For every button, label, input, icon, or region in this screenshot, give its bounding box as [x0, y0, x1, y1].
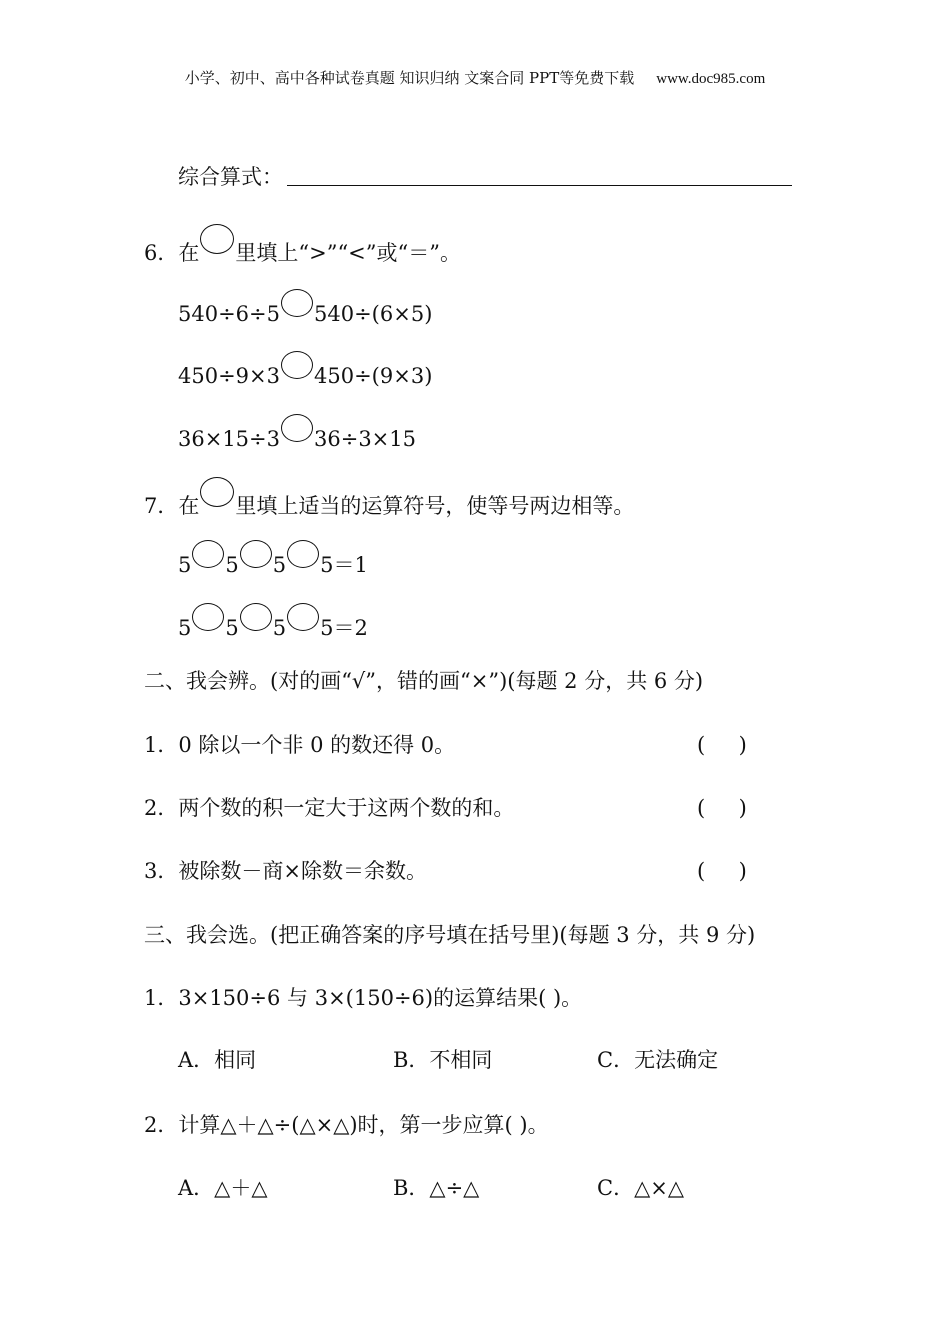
formula-answer-blank[interactable] [287, 165, 792, 186]
answer-circle[interactable] [192, 603, 224, 631]
answer-circle[interactable] [192, 540, 224, 568]
option-b[interactable]: B．不相同 [393, 1048, 493, 1072]
choice-question: 2．计算△＋△÷(△×△)时，第一步应算( )。 [144, 1113, 549, 1137]
question-6-prompt: 6．在 里填上“>”“<”或“＝”。 [144, 224, 461, 266]
judge-item: 3．被除数－商×除数＝余数。 [144, 859, 427, 883]
formula-label: 综合算式： [178, 165, 283, 189]
option-c[interactable]: C．△×△ [597, 1176, 684, 1200]
header-site: www.doc985.com [656, 71, 766, 87]
answer-circle[interactable] [281, 414, 313, 442]
answer-circle[interactable] [240, 603, 272, 631]
compare-row: 36×15÷3 36÷3×15 [178, 414, 416, 452]
answer-circle[interactable] [287, 540, 319, 568]
answer-circle[interactable] [240, 540, 272, 568]
compare-row: 540÷6÷5 540÷(6×5) [178, 289, 432, 327]
answer-parentheses[interactable]: ( ) [697, 733, 747, 757]
circle-icon [200, 477, 234, 507]
answer-circle[interactable] [287, 603, 319, 631]
choice-question: 1．3×150÷6 与 3×(150÷6)的运算结果( )。 [144, 986, 583, 1010]
section-3-title: 三、我会选。(把正确答案的序号填在括号里)(每题 3 分，共 9 分) [144, 923, 756, 947]
question-number: 6． [144, 241, 179, 265]
formula-line [178, 164, 792, 190]
question-7-prompt: 7．在 里填上适当的运算符号，使等号两边相等。 [144, 477, 634, 519]
answer-parentheses[interactable]: ( ) [697, 796, 747, 820]
answer-circle[interactable] [281, 351, 313, 379]
answer-circle[interactable] [281, 289, 313, 317]
judge-item: 2．两个数的积一定大于这两个数的和。 [144, 796, 515, 820]
circle-icon [200, 224, 234, 254]
operator-row: 5 5 5 5＝2 [178, 603, 368, 641]
question-number: 7． [144, 494, 179, 518]
section-2-title: 二、我会辨。(对的画“√”，错的画“×”)(每题 2 分，共 6 分) [144, 669, 704, 693]
header-text: 小学、初中、高中各种试卷真题 知识归纳 文案合同 PPT等免费下载 [184, 69, 635, 87]
compare-row: 450÷9×3 450÷(9×3) [178, 351, 432, 389]
option-c[interactable]: C．无法确定 [597, 1048, 719, 1072]
operator-row: 5 5 5 5＝1 [178, 540, 368, 578]
option-a[interactable]: A．相同 [178, 1048, 257, 1072]
option-a[interactable]: A．△＋△ [178, 1176, 268, 1200]
option-b[interactable]: B．△÷△ [393, 1176, 480, 1200]
page-header [0, 68, 950, 89]
judge-item: 1．0 除以一个非 0 的数还得 0。 [144, 733, 456, 757]
answer-parentheses[interactable]: ( ) [697, 859, 747, 883]
